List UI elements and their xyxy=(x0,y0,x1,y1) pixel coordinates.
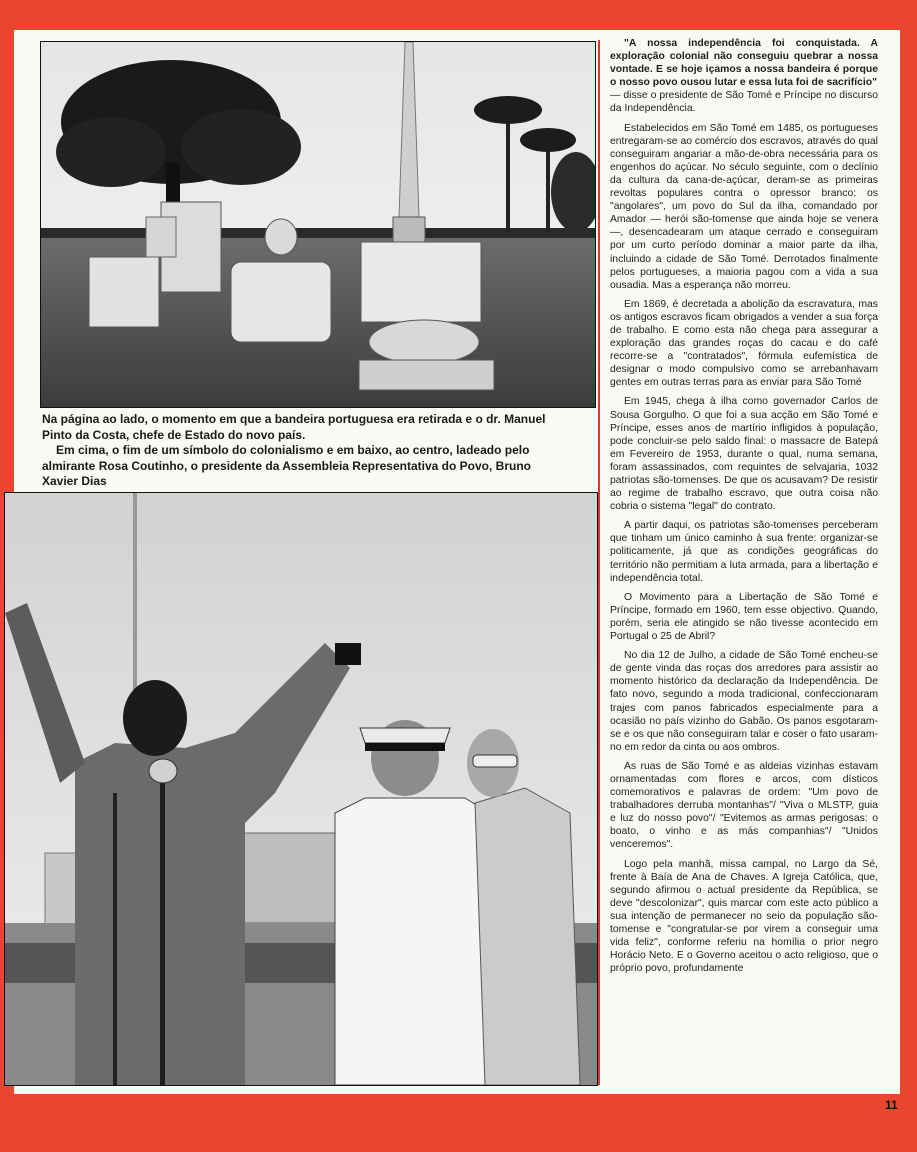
caption-paragraph-2: Em cima, o fim de um símbolo do colonialismo e em baixo, ao centro, ladeado pelo almirante Rosa Coutinho, o presidente da Assembleia Representativa do Povo, Bruno Xavier Dias xyxy=(42,443,531,489)
article-quote-attribution: — disse o presidente de São Tomé e Príncipe no discurso da Independência. xyxy=(610,90,878,115)
page-number: 11 xyxy=(885,1098,898,1112)
article-column xyxy=(610,37,878,981)
article-paragraph: Estabelecidos em São Tomé em 1485, os portugueses entregaram-se ao comércio dos escravos, através do qual conseguiram angariar a mão-de-obra necessária para os engenhos do açúcar. No século seguinte, com o declínio da cultura da cana-de-açúcar, deram-se as primeiras revoltas populares contra o opressor branco: os "angolares", um povo do Sul da ilha, comandado por Amador — herói são-tomense que ainda hoje se venera —, desencadearam um ataque cerrado e conseguiram por um curto período dominar a maior parte da ilha, incluindo a cidade de São Tomé. Derrotados finalmente pelos portugueses, a maioria pagou com a vida a sua ousadia. Mas a esperança não morreu. xyxy=(610,122,878,291)
article-paragraph: O Movimento para a Libertação de São Tomé e Príncipe, formado em 1960, tem esse objectivo. Quando, porém, seria ele atingido se não tivesse acontecido em Portugal o 25 de Abril? xyxy=(610,591,878,643)
photo-caption xyxy=(42,412,562,490)
article-paragraph: No dia 12 de Julho, a cidade de São Tomé encheu-se de gente vinda das roças dos arredores para assistir ao momento histórico da declaração da Independência. De fato novo, segundo a moda tradicional, confeccionaram trajes com panos fabricados especialmente para a ocasião no país vizinho do Gabão. Os panos esgotaram-se e os que não conseguiram talar e coser o fato usaram-no em redor da cinta ou aos ombros. xyxy=(610,650,878,753)
article-paragraph: Logo pela manhã, missa campal, no Largo da Sé, frente à Baía de Ana de Chaves. A Igreja Católica, que, segundo afirmou o actual presidente da República, se deve "descolonizar", quis marcar com este acto público a sua intenção de permanecer no seio da população são-tomense e "congratular-se por virem a conseguir uma vida feliz", conforme referiu na homília o prior negro Horácio Neto. E o Governo aceitou o acto religioso, que o próprio povo, profundamente xyxy=(610,858,878,975)
article-paragraph: Em 1945, chega à ilha como governador Carlos de Sousa Gorgulho. O que foi a sua acção em São Tomé e Príncipe, esses anos de martírio infligidos à população, pode concluir-se pelo saldo final: o massacre de Batepá em Fevereiro de 1953, durante o qual, numa semana, foram assassinados, com requintes de selvajaria, 1032 patriotas são-tomenses. De que os acusavam? De resistir ao regime de trabalho escravo, que outra coisa não cobria o sistema "legal" do contrato. xyxy=(610,396,878,513)
caption-paragraph-1: Na página ao lado, o momento em que a bandeira portuguesa era retirada e o dr. Manuel Pinto da Costa, chefe de Estado do novo país. xyxy=(42,412,546,442)
article-lead-quote: "A nossa independência foi conquistada. A exploração colonial não conseguiu quebrar a nossa vontade. E se hoje içamos a nossa bandeira é porque o nosso povo ousou lutar e essa luta foi de sacrifício" xyxy=(610,38,878,89)
article-paragraph: Em 1869, é decretada a abolição da escravatura, mas os antigos escravos ficam obrigados a vender a sua força de trabalho. E como esta não chega para assegurar a exploração das grandes roças do cacau e do café recorre-se a "contratados", fórmula eufemística de designar o modo compulsivo como se arrebanhavam gentes em outras terras para as enviar para São Tomé xyxy=(610,298,878,389)
article-paragraph: As ruas de São Tomé e as aldeias vizinhas estavam ornamentadas com flores e arcos, com dísticos comemorativos e palavras de ordem: "Um povo de trabalhadores derruba montanhas"/ "Viva o MLSTP, guia e luz do nosso povo"/ "Evitemos as armas perigosas: o boato, o vinho e as más companhias"/ "Unidos venceremos". xyxy=(610,760,878,851)
ceremony-photo xyxy=(4,492,598,1086)
monument-photo xyxy=(40,41,596,408)
article-paragraph: A partir daqui, os patriotas são-tomenses perceberam que tinham um único caminho à sua frente: organizar-se politicamente, já que as condições geográficas do território não permitiam a luta armada, para a libertação e independência total. xyxy=(610,520,878,584)
column-divider xyxy=(598,40,600,1085)
